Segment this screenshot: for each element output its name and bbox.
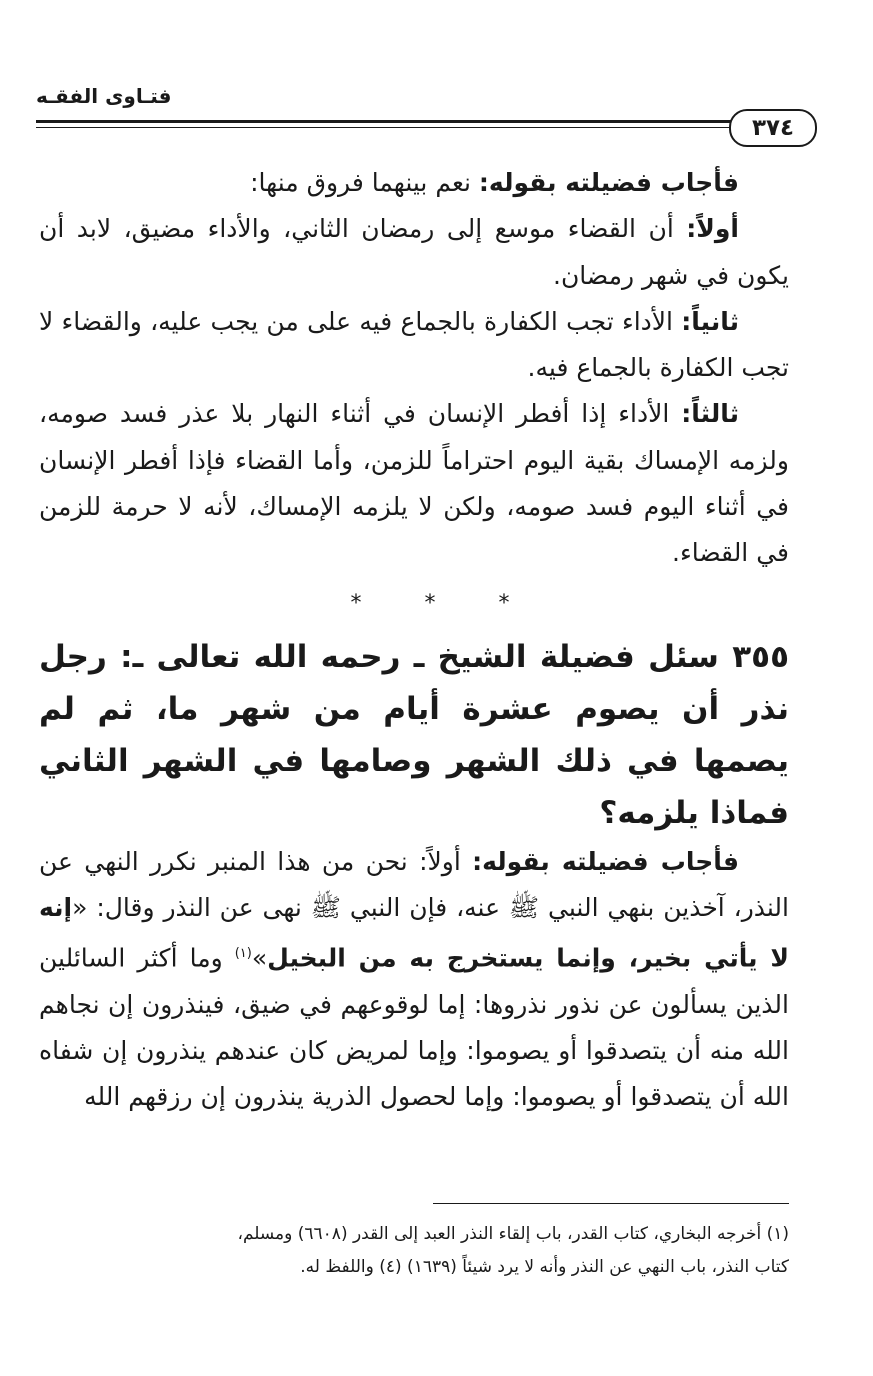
answer-lead: فأجاب فضيلته بقوله: bbox=[478, 168, 739, 197]
question-heading: ٣٥٥ سئل فضيلة الشيخ ـ رحمه الله تعالى ـ: رجل نذر أن يصوم عشرة أيام من شهر ما، ثم لم يصمها في ذلك الشهر وصامها في الشهر الثاني فماذا يلزمه؟ bbox=[39, 638, 789, 831]
answer-text-1: أولاً: نحن من هذا المنبر نكرر النهي عن النذر، آخذين بنهي النبي ﷺ عنه، فإن النبي ﷺ نهى عن النذر وقال: « bbox=[39, 846, 789, 922]
point-first-paragraph bbox=[39, 206, 789, 299]
section-separator: * * * bbox=[350, 590, 538, 616]
page-number: ٣٧٤ bbox=[729, 109, 817, 147]
point-first-text: أن القضاء موسع إلى رمضان الثاني، والأداء مضيق، لابد أن يكون في شهر رمضان. bbox=[39, 214, 789, 290]
point-second-text: الأداء تجب الكفارة بالجماع فيه على من يجب عليه، والقضاء لا تجب الكفارة بالجماع فيه. bbox=[39, 306, 789, 383]
point-third-lead: ثالثاً: bbox=[681, 399, 739, 429]
footnote-line-1: (١) أخرجه البخاري، كتاب القدر، باب إلقاء النذر العبد إلى القدر (٦٦٠٨) ومسلم، bbox=[237, 1224, 789, 1244]
footnote-line-2: كتاب النذر، باب النهي عن النذر وأنه لا يرد شيئاً (١٦٣٩) (٤) واللفظ له. bbox=[300, 1257, 789, 1277]
point-second-paragraph bbox=[39, 299, 789, 392]
running-title: فتـاوى الفقـه bbox=[36, 84, 172, 108]
footnote-ref: (١) bbox=[234, 946, 252, 962]
hadith-quote: إنه لا يأتي بخير، وإنما يستخرج به من البخيل bbox=[39, 892, 789, 973]
point-third-paragraph bbox=[39, 391, 789, 576]
point-third-text: الأداء إذا أفطر الإنسان في أثناء النهار بلا عذر فسد صومه، ولزمه الإمساك بقية اليوم احتراماً للزمن، وأما القضاء فإذا أفطر الإنسان في أثناء اليوم فسد صومه، ولكن لا يلزمه الإمساك، لأنه لا حرمة للزمن في القضاء. bbox=[39, 399, 789, 568]
header-rule-thin bbox=[36, 127, 756, 128]
answer-intro-paragraph bbox=[39, 160, 789, 206]
point-second-lead: ثانياً: bbox=[681, 306, 739, 336]
point-first-lead: أولاً: bbox=[686, 214, 739, 244]
answer-paragraph bbox=[39, 839, 789, 1121]
footnote-rule bbox=[433, 1203, 789, 1204]
answer-intro-text: نعم بينهما فروق منها: bbox=[250, 168, 479, 197]
footnotes bbox=[39, 1218, 789, 1284]
hadith-close-quote: » bbox=[251, 943, 268, 973]
answer-lead-2: فأجاب فضيلته بقوله: bbox=[472, 846, 739, 876]
header-rule bbox=[36, 120, 756, 123]
main-text bbox=[39, 160, 789, 1121]
answer-text-2: وما أكثر السائلين الذين يسألون عن نذور نذروها: إما لوقوعهم في ضيق، فينذرون إن نجاهم الله منه أن يتصدقوا أو يصوموا: وإما لمريض كان عندهم ينذرون إن شفاه الله أن يتصدقوا أو يصوموا: وإما لحصول الذرية ينذرون إن رزقهم الله bbox=[39, 943, 789, 1112]
